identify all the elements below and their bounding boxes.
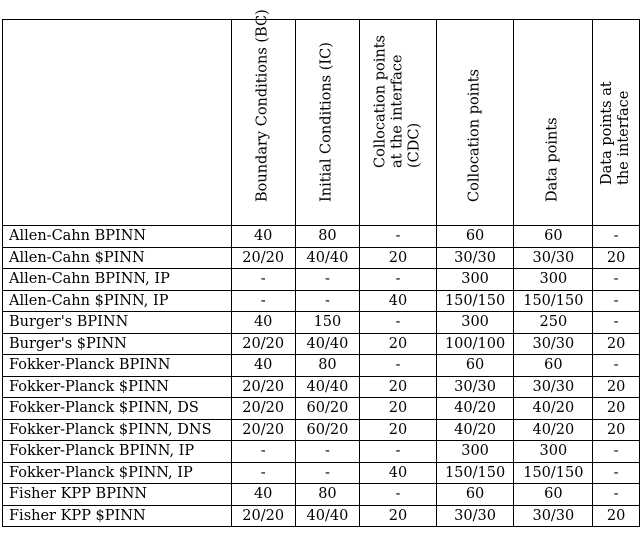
table-cell: - (593, 269, 640, 291)
row-label: Allen-Cahn $PINN (3, 247, 232, 269)
row-label: Burger's BPINN (3, 312, 232, 334)
table-cell: 40/20 (436, 419, 514, 441)
header-data-points-interface: Data points at the interface (593, 20, 640, 226)
table-row (3, 247, 640, 269)
table-row (3, 398, 640, 420)
table-cell: 20 (360, 398, 436, 420)
header-collocation-interface: Collocation points at the interface (CDC) (360, 20, 436, 226)
table-cell: 40/40 (295, 505, 360, 527)
table-cell: 150/150 (436, 290, 514, 312)
header-data-points: Data points (514, 20, 593, 226)
row-label: Fokker-Planck $PINN (3, 376, 232, 398)
table-cell: 300 (436, 441, 514, 463)
table-cell: - (593, 462, 640, 484)
table-cell: - (593, 226, 640, 248)
table-cell: 80 (295, 484, 360, 506)
table-cell: - (360, 355, 436, 377)
table-cell: 20/20 (231, 333, 295, 355)
row-label: Fisher KPP BPINN (3, 484, 232, 506)
table-cell: 150 (295, 312, 360, 334)
header-boundary-conditions: Boundary Conditions (BC) (231, 20, 295, 226)
table-cell: - (231, 441, 295, 463)
table-cell: 60 (436, 355, 514, 377)
table-cell: 60 (514, 484, 593, 506)
table-row (3, 505, 640, 527)
table-cell: 300 (514, 441, 593, 463)
header-collocation-points: Collocation points (436, 20, 514, 226)
table-cell: 60/20 (295, 398, 360, 420)
table-cell: 300 (436, 269, 514, 291)
table-cell: 40/20 (514, 398, 593, 420)
row-label: Fokker-Planck $PINN, DNS (3, 419, 232, 441)
table-cell: 20 (593, 419, 640, 441)
table-cell: 20 (593, 247, 640, 269)
table-cell: 20/20 (231, 247, 295, 269)
table-cell: 30/30 (436, 247, 514, 269)
table-cell: - (360, 312, 436, 334)
table-cell: - (295, 290, 360, 312)
table-cell: 40 (360, 290, 436, 312)
table-cell: 20/20 (231, 505, 295, 527)
table-row (3, 419, 640, 441)
table-cell: 30/30 (514, 333, 593, 355)
table-cell: 60 (436, 226, 514, 248)
table-cell: 150/150 (514, 290, 593, 312)
table-cell: 20 (593, 376, 640, 398)
table-cell: 40/40 (295, 333, 360, 355)
table-cell: 40 (231, 226, 295, 248)
header-initial-conditions: Initial Conditions (IC) (295, 20, 360, 226)
table-row (3, 333, 640, 355)
table-cell: 20/20 (231, 419, 295, 441)
table-cell: 20 (360, 505, 436, 527)
table-cell: 250 (514, 312, 593, 334)
table-cell: 20 (593, 333, 640, 355)
table-cell: - (295, 462, 360, 484)
table-cell: 40 (231, 484, 295, 506)
table-body (3, 226, 640, 527)
table-cell: - (593, 312, 640, 334)
table-cell: - (593, 290, 640, 312)
table-row (3, 441, 640, 463)
table-cell: 80 (295, 226, 360, 248)
table-cell: - (231, 269, 295, 291)
table-row (3, 269, 640, 291)
table-cell: 20/20 (231, 398, 295, 420)
row-label: Fokker-Planck BPINN, IP (3, 441, 232, 463)
table-cell: - (295, 441, 360, 463)
table-cell: 40/20 (514, 419, 593, 441)
table-cell: 60 (514, 355, 593, 377)
table-row (3, 462, 640, 484)
table-cell: 40 (360, 462, 436, 484)
table-cell: 40 (231, 312, 295, 334)
row-label: Allen-Cahn BPINN (3, 226, 232, 248)
table-row (3, 355, 640, 377)
row-label: Fokker-Planck $PINN, DS (3, 398, 232, 420)
table-cell: - (231, 290, 295, 312)
table-cell: 20 (360, 419, 436, 441)
table-cell: 30/30 (514, 247, 593, 269)
table-cell: 30/30 (436, 505, 514, 527)
table-cell: 60/20 (295, 419, 360, 441)
table-cell: - (593, 484, 640, 506)
table-cell: - (295, 269, 360, 291)
table-cell: 40/20 (436, 398, 514, 420)
row-label: Burger's $PINN (3, 333, 232, 355)
table-cell: - (231, 462, 295, 484)
row-label: Fokker-Planck $PINN, IP (3, 462, 232, 484)
table-cell: 20 (593, 505, 640, 527)
table-cell: 20/20 (231, 376, 295, 398)
table-row (3, 312, 640, 334)
table-cell: 20 (360, 333, 436, 355)
table-cell: 20 (360, 376, 436, 398)
row-label: Fisher KPP $PINN (3, 505, 232, 527)
table-cell: 300 (436, 312, 514, 334)
row-label: Allen-Cahn BPINN, IP (3, 269, 232, 291)
table-cell: 40/40 (295, 376, 360, 398)
table-row (3, 290, 640, 312)
table-cell: - (360, 441, 436, 463)
table-cell: 40/40 (295, 247, 360, 269)
table-cell: 30/30 (514, 505, 593, 527)
table-cell: 20 (593, 398, 640, 420)
row-label: Allen-Cahn $PINN, IP (3, 290, 232, 312)
table-cell: 150/150 (514, 462, 593, 484)
table-cell: 60 (514, 226, 593, 248)
table-cell: 60 (436, 484, 514, 506)
header-row (3, 20, 640, 226)
table-cell: - (360, 226, 436, 248)
table-cell: - (360, 269, 436, 291)
table-cell: 300 (514, 269, 593, 291)
table-cell: - (360, 484, 436, 506)
row-label: Fokker-Planck BPINN (3, 355, 232, 377)
table-row (3, 484, 640, 506)
table-cell: 20 (360, 247, 436, 269)
table-cell: 40 (231, 355, 295, 377)
table-cell: 150/150 (436, 462, 514, 484)
table-cell: 100/100 (436, 333, 514, 355)
table-row (3, 376, 640, 398)
data-table (2, 9, 640, 527)
table-cell: - (593, 441, 640, 463)
table-cell: 30/30 (514, 376, 593, 398)
header-cell-empty (3, 20, 232, 226)
table-cell: - (593, 355, 640, 377)
table-cell: 30/30 (436, 376, 514, 398)
table-row (3, 226, 640, 248)
table-cell: 80 (295, 355, 360, 377)
